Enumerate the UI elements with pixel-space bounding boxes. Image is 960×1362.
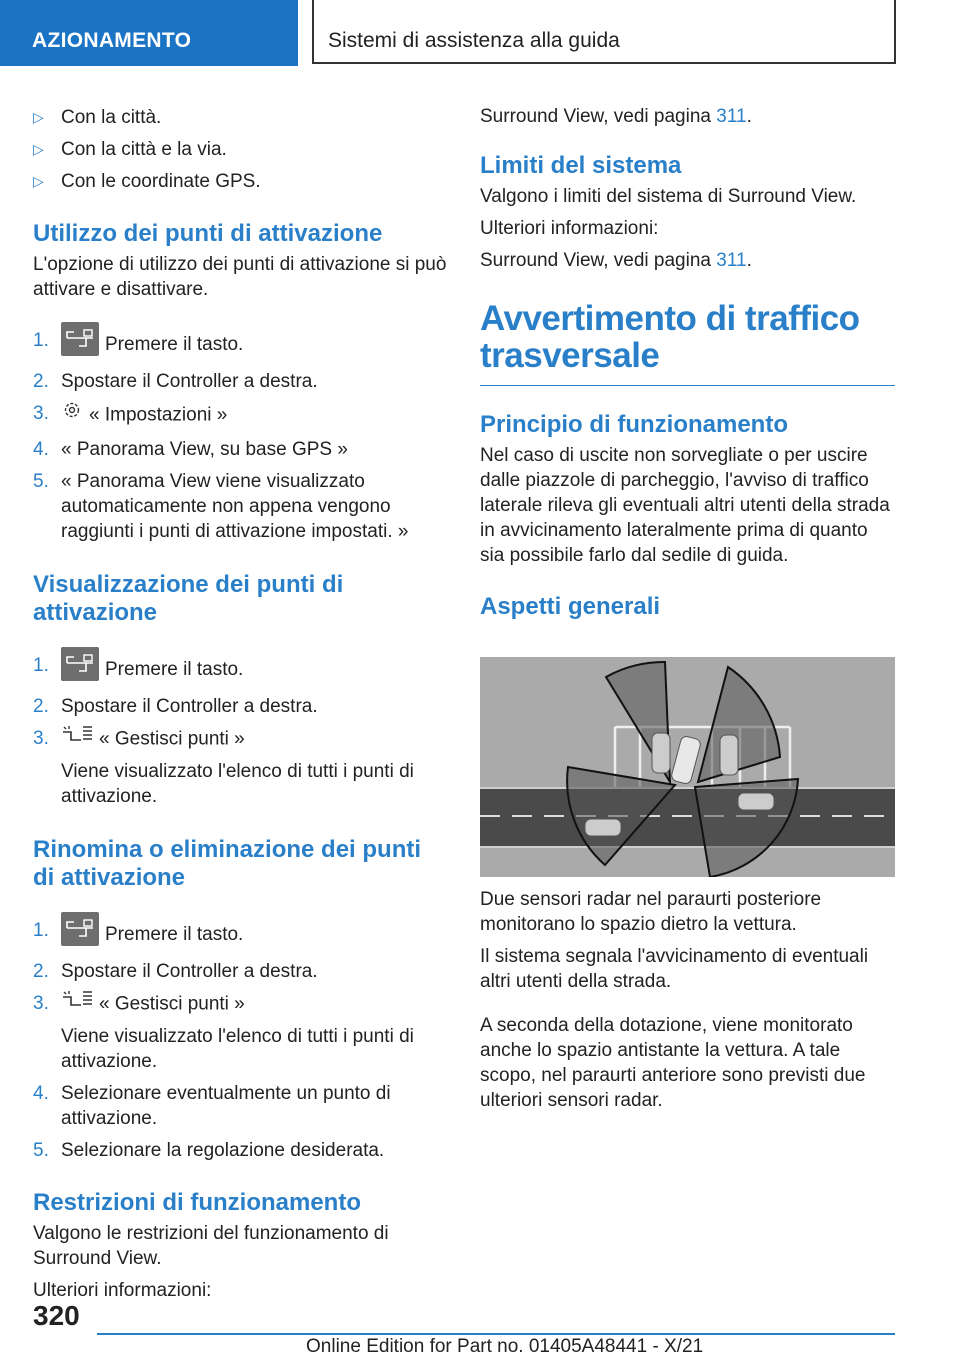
list-item: 5. « Panorama View viene visualizzato automaticamente non appena vengono raggiunti i punti di attivazione impostati. » [33,471,409,542]
list-item: 2. Spostare il Controller a destra. [33,371,318,392]
left-column [33,100,448,1303]
list-item: 1. Premere il tasto. [33,918,448,952]
manage-points-icon [61,724,93,751]
bullet-triangle-icon: ▷ [33,109,44,125]
page-number: 320 [33,1300,80,1331]
menu-key-icon [61,322,99,356]
paragraph: Viene visualizzato l'elenco di tutti i punti di attivazione. [61,761,414,807]
list-item: 4. « Panorama View, su base GPS » [33,439,348,460]
page-link[interactable]: 311 [716,250,747,271]
section-heading: Rinomina o eliminazione dei punti di attivazione [33,836,422,891]
list-item: 4. Selezionare eventualmente un punto di attivazione. [33,1083,391,1129]
section-heading: Principio di funzionamento [480,411,788,438]
cross-reference: Surround View, vedi pagina 311. [480,106,752,127]
paragraph: Valgono le restrizioni del funzionamento di Surround View. [33,1223,389,1269]
list-item: ▷ Con la città e la via. [33,139,227,160]
list-item: 2. Spostare il Controller a destra. [33,696,318,717]
section-heading: Utilizzo dei punti di attivazione [33,220,383,247]
list-item: 3. « Impostazioni » [33,401,448,430]
footer-edition: Online Edition for Part no. 01405A48441 - X/21 [306,1336,704,1357]
paragraph: Ulteriori informazioni: [33,1280,212,1301]
section-heading: Visualizzazione dei punti di attivazione [33,571,344,626]
list-item: 5. Selezionare la regolazione desiderata. [33,1140,385,1161]
list-item: 1. Premere il tasto. [33,328,448,362]
section-heading: Limiti del sistema [480,152,682,179]
paragraph: A seconda della dotazione, viene monitorato anche lo spazio antistante la vettura. A tale scopo, nel paraurti anteriore sono previsti due ulteriori sensori radar. [480,1015,866,1111]
cross-traffic-illustration [480,657,895,877]
right-column-lower [480,887,895,1113]
settings-gear-icon [61,399,83,428]
manage-points-icon [61,989,93,1016]
paragraph: L'opzione di utilizzo dei punti di attivazione si può attivare e disattivare. [33,254,447,300]
right-column [480,100,895,621]
section-tab: AZIONAMENTO [0,0,298,66]
list-item: ▷ Con le coordinate GPS. [33,171,261,192]
menu-key-icon [61,912,99,946]
list-item: 2. Spostare il Controller a destra. [33,961,318,982]
menu-key-icon [61,647,99,681]
page-link[interactable]: 311 [716,106,747,127]
section-heading: Aspetti generali [480,593,661,620]
page-header [0,0,960,66]
list-item: 3. « Gestisci punti » [33,726,448,753]
list-item: 1. Premere il tasto. [33,653,448,687]
paragraph: Il sistema segnala l'avvicinamento di eventuali altri utenti della strada. [480,946,869,992]
cross-reference: Surround View, vedi pagina 311. [480,250,752,271]
paragraph: Viene visualizzato l'elenco di tutti i punti di attivazione. [61,1026,414,1072]
paragraph: Nel caso di uscite non sorvegliate o per uscire dalle piazzole di parcheggio, l'avviso di traffico laterale rileva gli eventuali altri utenti della strada in avvicinamento lateralmente prima di quanto sia possibile farlo dal sedile di guida. [480,445,890,566]
paragraph: Ulteriori informazioni: [480,218,659,239]
footer-rule [97,1333,895,1335]
paragraph: Due sensori radar nel paraurti posteriore monitorano lo spazio dietro la vettura. [480,889,822,935]
list-item: ▷ Con la città. [33,107,162,128]
chapter-title: Avvertimento di traffico trasversale [480,299,860,375]
section-heading: Restrizioni di funzionamento [33,1189,361,1216]
bullet-triangle-icon: ▷ [33,173,44,189]
paragraph: Valgono i limiti del sistema di Surround View. [480,186,857,207]
chapter-tab: Sistemi di assistenza alla guida [312,0,896,64]
bullet-triangle-icon: ▷ [33,141,44,157]
list-item: 3. « Gestisci punti » [33,991,448,1018]
chapter-rule [480,385,895,386]
